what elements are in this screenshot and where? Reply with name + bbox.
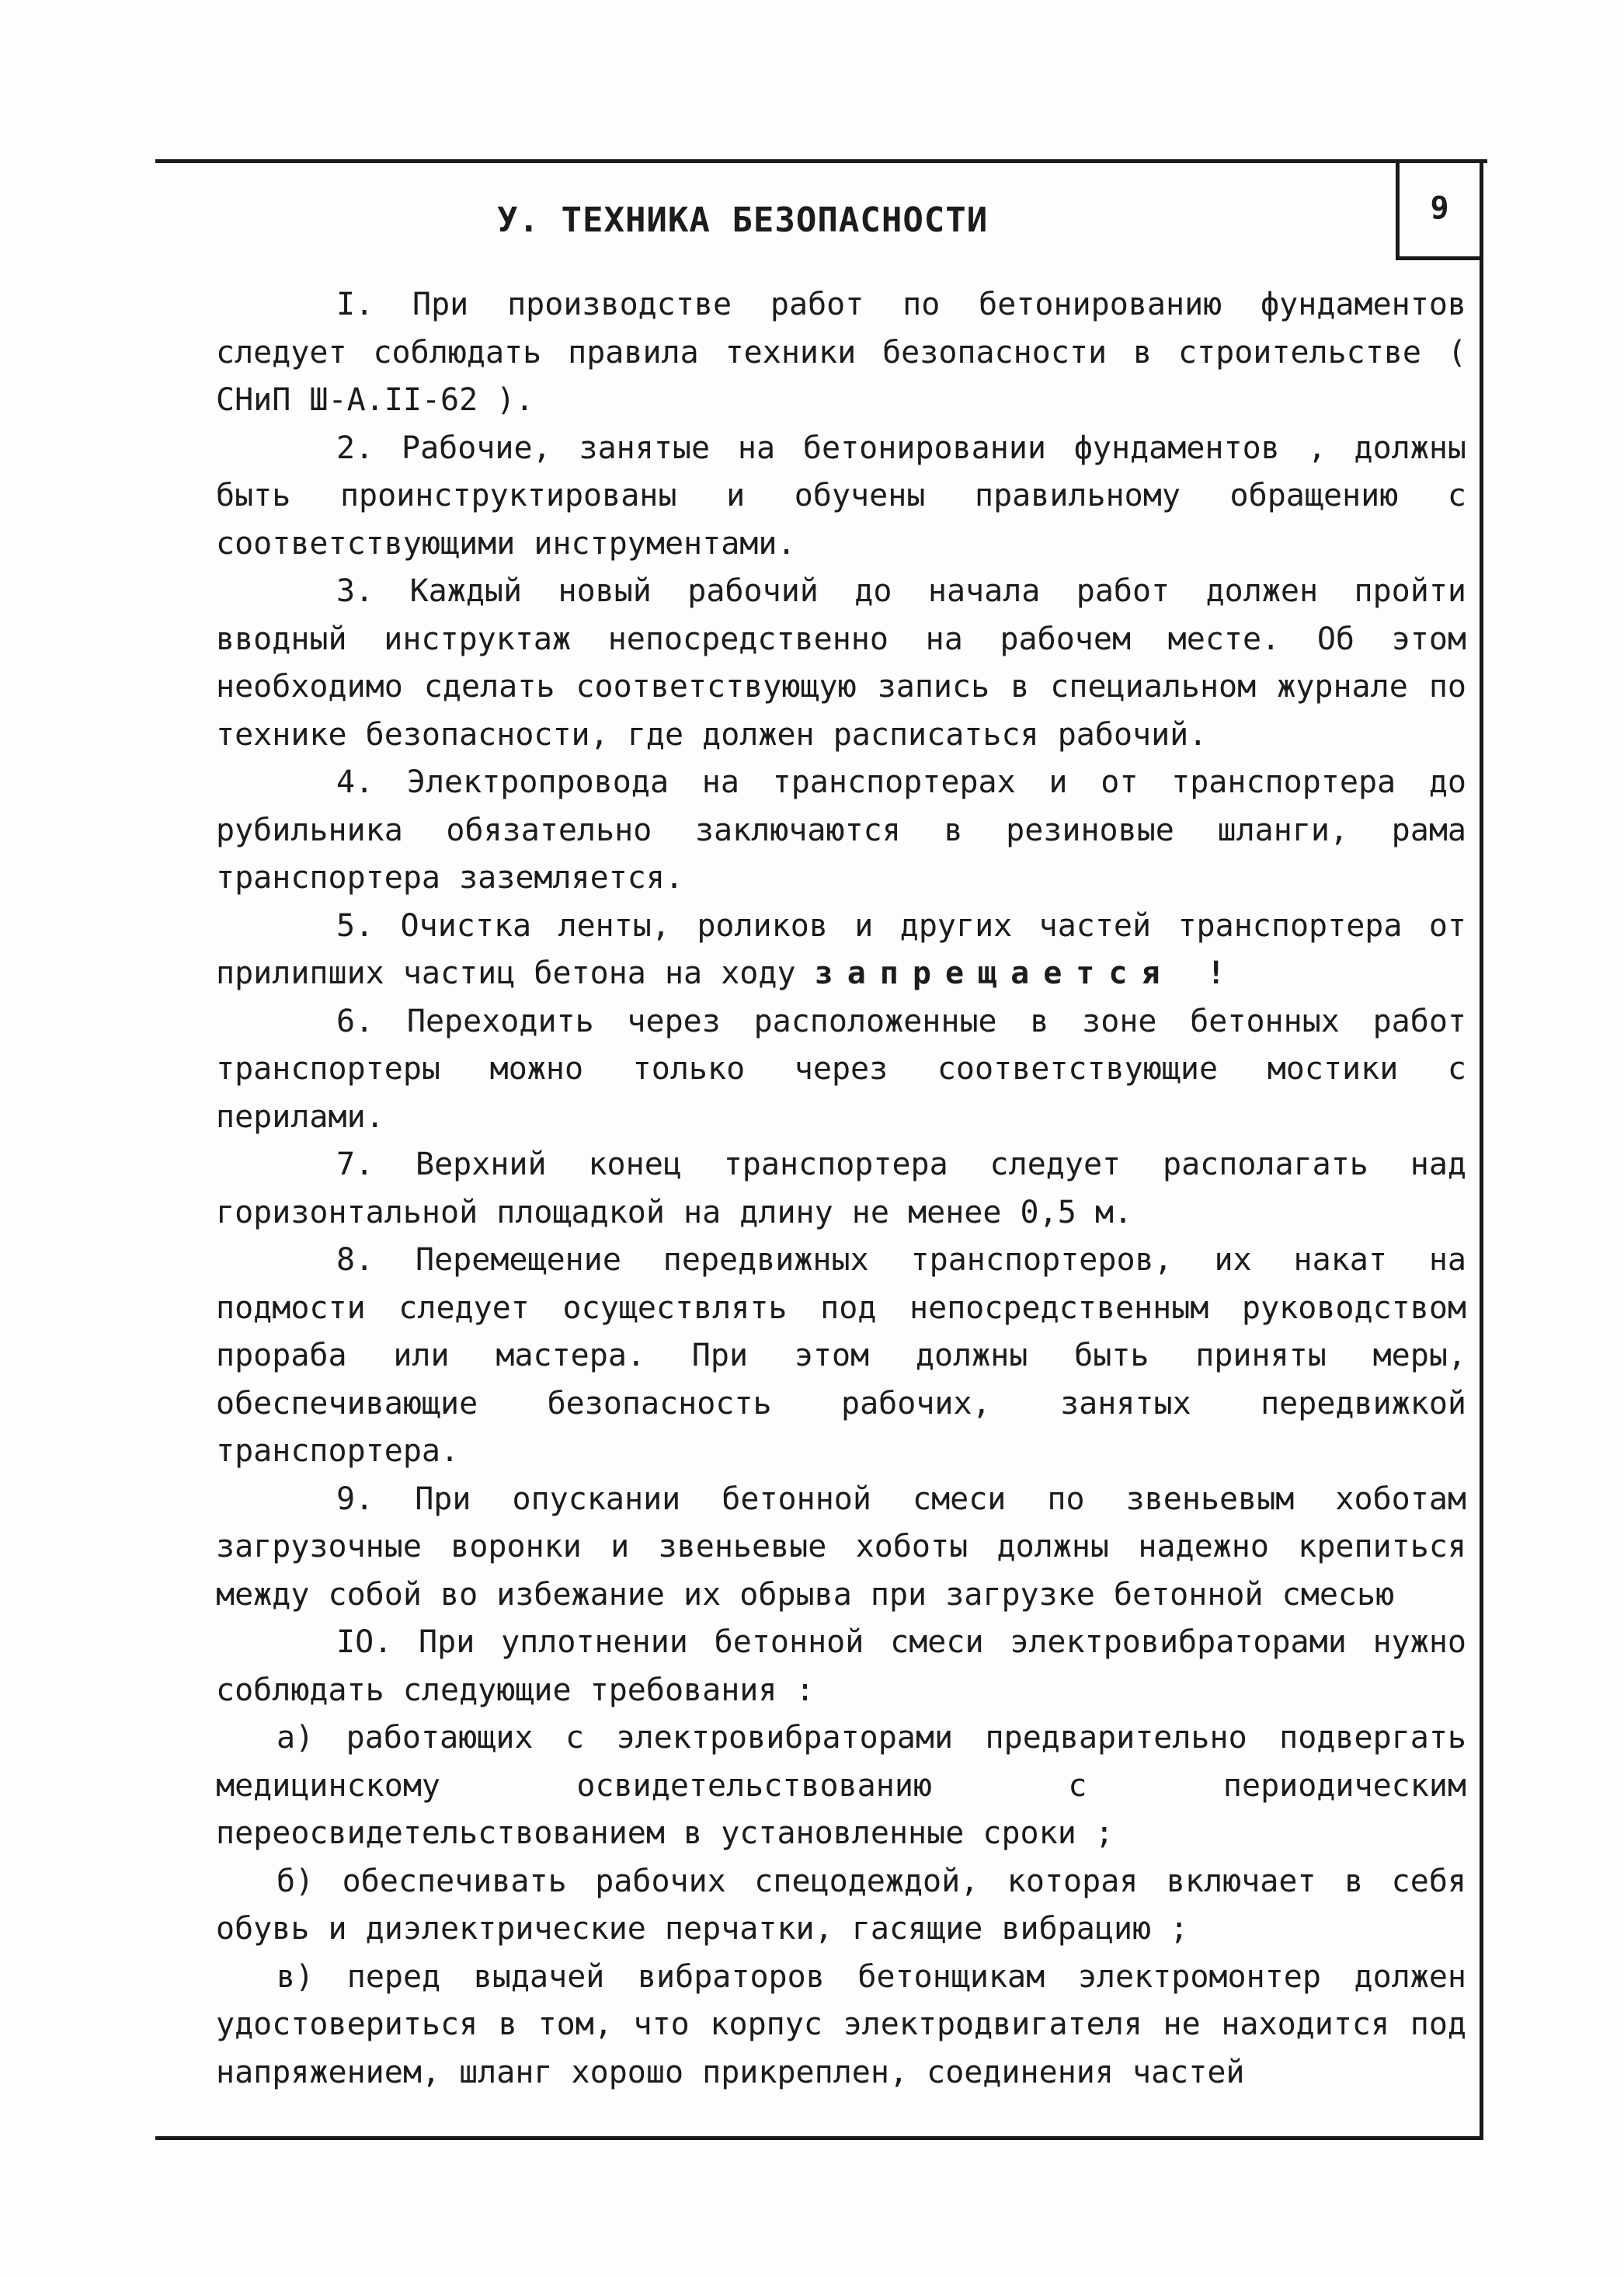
- document-body: [216, 281, 1466, 2097]
- paragraph-1: I. При производстве работ по бетонированию фундаментов следует соблюдать правила техники безопасности в строительстве ( СНиП Ш-А.II-62 ).: [216, 287, 1466, 418]
- paragraph-7: 7. Верхний конец транспортера следует располагать над горизонтальной площадкой на длину не менее 0,5 м.: [216, 1147, 1466, 1230]
- paragraph-10-item-a: а) работающих с электровибраторами предварительно подвергать медицинскому освидетельствованию с периодическим переосвидетельствованием в установленные сроки ;: [216, 1720, 1466, 1851]
- top-frame-line: [155, 159, 1487, 163]
- paragraph-10: IO. При уплотнении бетонной смеси электровибраторами нужно соблюдать следующие требования :: [216, 1624, 1466, 1708]
- right-frame-line: [1480, 159, 1483, 2136]
- paragraph-10-item-c: в) перед выдачей вибраторов бетонщикам электромонтер должен удостовериться в том, что корпус электродвигателя не находится под напряжением, шланг хорошо прикреплен, соединения частей: [216, 1958, 1466, 2090]
- paragraph-3: 3. Каждый новый рабочий до начала работ должен пройти вводный инструктаж непосредственно на рабочем месте. Об этом необходимо сделать соответствующую запись в специальном журнале по технике безопасности, где должен расписаться рабочий.: [216, 573, 1466, 753]
- paragraph-2: 2. Рабочие, занятые на бетонировании фундаментов , должны быть проинструктированы и обучены правильному обращению с соответствующими инструментами.: [216, 430, 1466, 562]
- paragraph-5-text: 5. Очистка ленты, роликов и других частей транспортера от прилипших частиц бетона на ходу: [216, 907, 1466, 991]
- paragraph-4: 4. Электропровода на транспортерах и от транспортера до рубильника обязательно заключаются в резиновые шланги, рама транспортера заземляется.: [216, 764, 1466, 896]
- prohibition-emphasis: запрещается !: [814, 955, 1240, 991]
- paragraph-10-item-b: б) обеспечивать рабочих спецодеждой, которая включает в себя обувь и диэлектрические перчатки, гасящие вибрацию ;: [216, 1863, 1466, 1947]
- section-title: У. ТЕХНИКА БЕЗОПАСНОСТИ: [497, 200, 989, 240]
- paragraph-8: 8. Перемещение передвижных транспортеров, их накат на подмости следует осуществлять под непосредственным руководством прораба или мастера. При этом должны быть приняты меры, обеспечивающие безопасность рабочих, занятых передвижкой транспортера.: [216, 1242, 1466, 1469]
- paragraph-6: 6. Переходить через расположенные в зоне бетонных работ транспортеры можно только через соответствующие мостики с перилами.: [216, 1003, 1466, 1135]
- paragraph-9: 9. При опускании бетонной смеси по звеньевым хоботам загрузочные воронки и звеньевые хоботы должны надежно крепиться между собой во избежание их обрыва при загрузке бетонной смесью: [216, 1481, 1466, 1613]
- bottom-frame-line: [155, 2136, 1483, 2140]
- paragraph-5: [216, 903, 1466, 998]
- page-number: 9: [1396, 159, 1480, 260]
